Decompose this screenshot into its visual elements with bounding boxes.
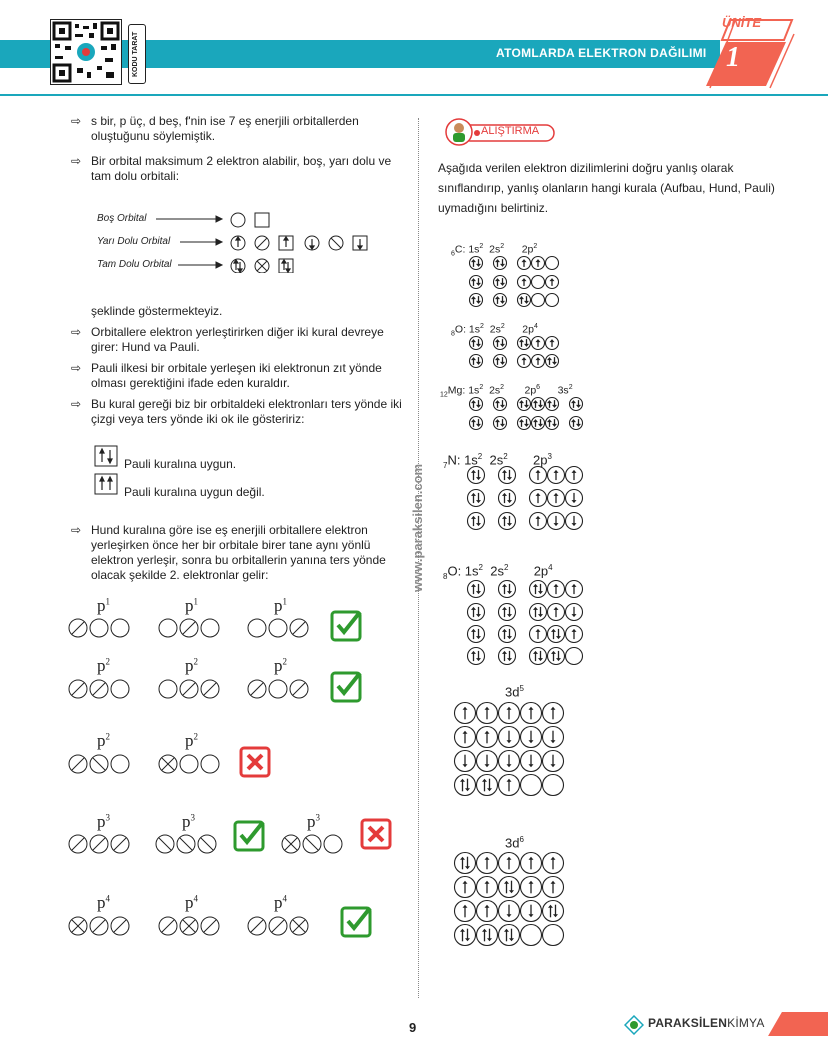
orbital-circle	[499, 751, 520, 772]
orbital-type-examples	[229, 209, 404, 273]
arrow-bullet-icon: ⇨	[71, 154, 82, 168]
qr-label: KODU TARAT	[128, 24, 146, 84]
orbital-circle	[499, 490, 516, 507]
orbital-circle	[494, 417, 507, 430]
orbital-circle	[566, 467, 583, 484]
pauli-ok-text: Pauli kuralına uygun.	[124, 457, 237, 471]
orbital-circle	[455, 901, 476, 922]
orbital-circle	[570, 398, 583, 411]
page-number: 9	[409, 1020, 417, 1035]
arrow-bullet-icon: ⇨	[71, 523, 82, 537]
orbital-circle	[477, 703, 498, 724]
nitrogen-config-header: $_7$N: $1s^2$ $2s^2$ $2p^3$	[443, 452, 552, 470]
orbital-circle	[468, 467, 485, 484]
orbital-circle	[518, 276, 531, 289]
orbital-circle	[530, 490, 547, 507]
orbital-circle	[532, 294, 545, 307]
half-orbital-label: Yarı Dolu Orbital	[97, 236, 171, 247]
orbital-circle	[499, 581, 516, 598]
orbital-circle	[530, 581, 547, 598]
orbital-circle	[499, 604, 516, 621]
orbital-circle	[566, 490, 583, 507]
brand-name: PARAKSİLENKİMYA	[648, 1016, 765, 1030]
orbital-circle	[455, 727, 476, 748]
full-orbital-label: Tam Dolu Orbital	[97, 259, 172, 270]
orbital-circle	[532, 355, 545, 368]
orbital-circle	[543, 877, 564, 898]
p4-label-c: $p^4$	[274, 893, 287, 912]
d5-header: $3d^5$	[505, 684, 524, 700]
orbital-circle	[548, 467, 565, 484]
orbital-circle	[543, 853, 564, 874]
orbital-circle	[566, 648, 583, 665]
orbital-circle	[530, 467, 547, 484]
exercise-intro: Aşağıda verilen elektron dizilimlerini doğru yanlış olarak sınıflandırıp, yanlış olanların hangi kurala (Aufbau, Hund, Pauli) uymadığını belirtiniz.	[438, 161, 775, 215]
orbital-circle	[518, 257, 531, 270]
orbital-circle	[470, 294, 483, 307]
p3-label-c: $p^3$	[307, 812, 320, 831]
orbital-circle	[468, 604, 485, 621]
orbital-circle	[566, 626, 583, 643]
orbital-circle	[499, 727, 520, 748]
orbital-circle	[543, 703, 564, 724]
orbital-circle	[499, 901, 520, 922]
orbital-circle	[518, 294, 531, 307]
orbital-circle	[546, 276, 559, 289]
empty-orbital-label: Boş Orbital	[97, 213, 147, 224]
header-line	[0, 94, 828, 96]
orbital-circle	[499, 853, 520, 874]
orbital-circle	[543, 727, 564, 748]
orbital-circle	[470, 355, 483, 368]
orbital-circle	[518, 398, 531, 411]
orbital-circle	[521, 727, 542, 748]
orbital-circle	[499, 877, 520, 898]
orbital-circle	[477, 853, 498, 874]
orbital-circle	[546, 337, 559, 350]
gosterme-text: şeklinde göstermekteyiz.	[91, 304, 223, 318]
orbital-circle	[470, 417, 483, 430]
configuration-orbitals	[430, 250, 600, 960]
orbital-circle	[455, 877, 476, 898]
orbital-circle	[566, 604, 583, 621]
orbital-circle	[477, 901, 498, 922]
p2-label-b: $p^2$	[185, 656, 198, 675]
orbital-circle	[455, 775, 476, 796]
bullet-orbital-counts: ⇨ s bir, p üç, d beş, f'nin ise 7 eş enerjili orbitallerden oluştuğunu söylemiştik.	[71, 114, 359, 143]
orbital-circle	[543, 925, 564, 946]
orbital-circle	[543, 901, 564, 922]
orbital-circle	[494, 257, 507, 270]
orbital-circle	[546, 355, 559, 368]
bullet-opposite-arrows: ⇨ Bu kural gereği biz bir orbitaldeki elektronları ters yönde iki çizgi veya ters yönde iki ok ile gösteririz:	[71, 397, 402, 426]
orbital-circle	[499, 925, 520, 946]
orbital-circle	[477, 727, 498, 748]
orbital-circle	[499, 626, 516, 643]
qr-code-icon[interactable]	[50, 19, 122, 85]
bullet-hund-pauli: ⇨ Orbitallere elektron yerleştirirken diğer iki kural devreye girer: Hund va Pauli.	[71, 325, 384, 354]
orbital-circle	[455, 853, 476, 874]
orbital-circle	[566, 581, 583, 598]
p2-label-e: $p^2$	[185, 731, 198, 750]
orbital-circle	[499, 775, 520, 796]
orbital-circle	[546, 417, 559, 430]
oxygen2-config-header: $_8$O: $1s^2$ $2s^2$ $2p^4$	[443, 563, 553, 581]
orbital-circle	[548, 604, 565, 621]
orbital-circle	[532, 337, 545, 350]
arrow-bullet-icon: ⇨	[71, 397, 82, 411]
footer-tab	[768, 1012, 828, 1036]
orbital-circle	[548, 490, 565, 507]
orbital-circle	[521, 775, 542, 796]
pauli-no-text: Pauli kuralına uygun değil.	[124, 485, 265, 499]
orbital-circle	[477, 877, 498, 898]
orbital-circle	[548, 648, 565, 665]
orbital-circle	[566, 513, 583, 530]
unite-number: 1	[726, 42, 740, 73]
orbital-circle	[494, 355, 507, 368]
p2-label-c: $p^2$	[274, 656, 287, 675]
orbital-circle	[548, 581, 565, 598]
orbital-circle	[521, 703, 542, 724]
orbital-circle	[477, 775, 498, 796]
bullet-hund-rule: ⇨ Hund kuralına göre ise eş enerjili orbitallere elektron yerleşirken önce her bir orbitale birer tane aynı yönlü elektron yerleşir, sonra bu orbitallerin yanına ters yönde olacak şekilde 2. elektronlar gelir:	[71, 523, 386, 582]
orbital-circle	[518, 417, 531, 430]
orbital-circle	[570, 417, 583, 430]
orbital-circle	[546, 398, 559, 411]
orbital-circle	[468, 626, 485, 643]
orbital-circle	[470, 337, 483, 350]
bullet-max-electrons: ⇨ Bir orbital maksimum 2 elektron alabilir, boş, yarı dolu ve tam dolu orbitali:	[71, 154, 392, 183]
orbital-circle	[543, 751, 564, 772]
orbital-circle	[521, 901, 542, 922]
orbital-circle	[468, 581, 485, 598]
p4-label-a: $p^4$	[97, 893, 110, 912]
p1-label-a: $p^1$	[97, 596, 110, 615]
arrow-bullet-icon: ⇨	[71, 361, 82, 375]
orbital-circle	[546, 294, 559, 307]
p1-label-b: $p^1$	[185, 596, 198, 615]
p2-label-a: $p^2$	[97, 656, 110, 675]
p3-label-b: $p^3$	[182, 812, 195, 831]
orbital-circle	[521, 925, 542, 946]
unit-title: ATOMLARDA ELEKTRON DAĞILIMI	[496, 46, 707, 60]
p3-label-a: $p^3$	[97, 812, 110, 831]
orbital-circle	[470, 257, 483, 270]
orbital-circle	[494, 294, 507, 307]
orbital-circle	[548, 626, 565, 643]
orbital-circle	[532, 276, 545, 289]
orbital-circle	[477, 925, 498, 946]
orbital-circle	[532, 417, 545, 430]
orbital-circle	[455, 751, 476, 772]
orbital-circle	[518, 337, 531, 350]
orbital-circle	[494, 276, 507, 289]
brand-logo-icon	[624, 1015, 644, 1035]
p4-label-b: $p^4$	[185, 893, 198, 912]
arrow-bullet-icon: ⇨	[71, 114, 82, 128]
magnesium-config-header: $_{12}$Mg: $1s^2$ $2s^2$ $2p^6$ $3s^2$	[440, 384, 573, 399]
pauli-boxes	[94, 445, 120, 497]
orbital-circle	[494, 337, 507, 350]
orbital-circle	[530, 513, 547, 530]
d6-header: $3d^6$	[505, 835, 524, 851]
orbital-circle	[521, 751, 542, 772]
orbital-circle	[499, 467, 516, 484]
orbital-circle	[468, 490, 485, 507]
orbital-circle	[546, 257, 559, 270]
p1-label-c: $p^1$	[274, 596, 287, 615]
orbital-circle	[499, 513, 516, 530]
orbital-circle	[530, 604, 547, 621]
orbital-circle	[455, 925, 476, 946]
orbital-circle	[518, 355, 531, 368]
orbital-circle	[548, 513, 565, 530]
orbital-circle	[521, 877, 542, 898]
orbital-circle	[532, 257, 545, 270]
hund-diagram	[60, 600, 405, 940]
orbital-circle	[532, 398, 545, 411]
orbital-circle	[499, 703, 520, 724]
bullet-pauli-principle: ⇨ Pauli ilkesi bir orbitale yerleşen iki elektronun zıt yönde olması gerektiğini ifade eden kuraldır.	[71, 361, 382, 390]
p2-label-d: $p^2$	[97, 731, 110, 750]
orbital-circle	[530, 648, 547, 665]
orbital-circle	[468, 513, 485, 530]
orbital-circle	[470, 276, 483, 289]
unite-label: ÜNİTE	[722, 15, 761, 30]
orbital-circle	[468, 648, 485, 665]
orbital-circle	[521, 853, 542, 874]
website-watermark: www.paraksilen.com	[410, 463, 425, 592]
carbon-config-header: $_6$C: $1s^2$ $2s^2$ $2p^2$	[451, 243, 538, 258]
exercise-badge-text: ALIŞTIRMA	[481, 125, 540, 137]
arrow-bullet-icon: ⇨	[71, 325, 82, 339]
oxygen-config-header: $_8$O: $1s^2$ $2s^2$ $2p^4$	[451, 323, 538, 338]
orbital-circle	[455, 703, 476, 724]
orbital-circle	[470, 398, 483, 411]
orbital-circle	[477, 751, 498, 772]
orbital-circle	[543, 775, 564, 796]
orbital-circle	[499, 648, 516, 665]
orbital-circle	[530, 626, 547, 643]
orbital-circle	[494, 398, 507, 411]
